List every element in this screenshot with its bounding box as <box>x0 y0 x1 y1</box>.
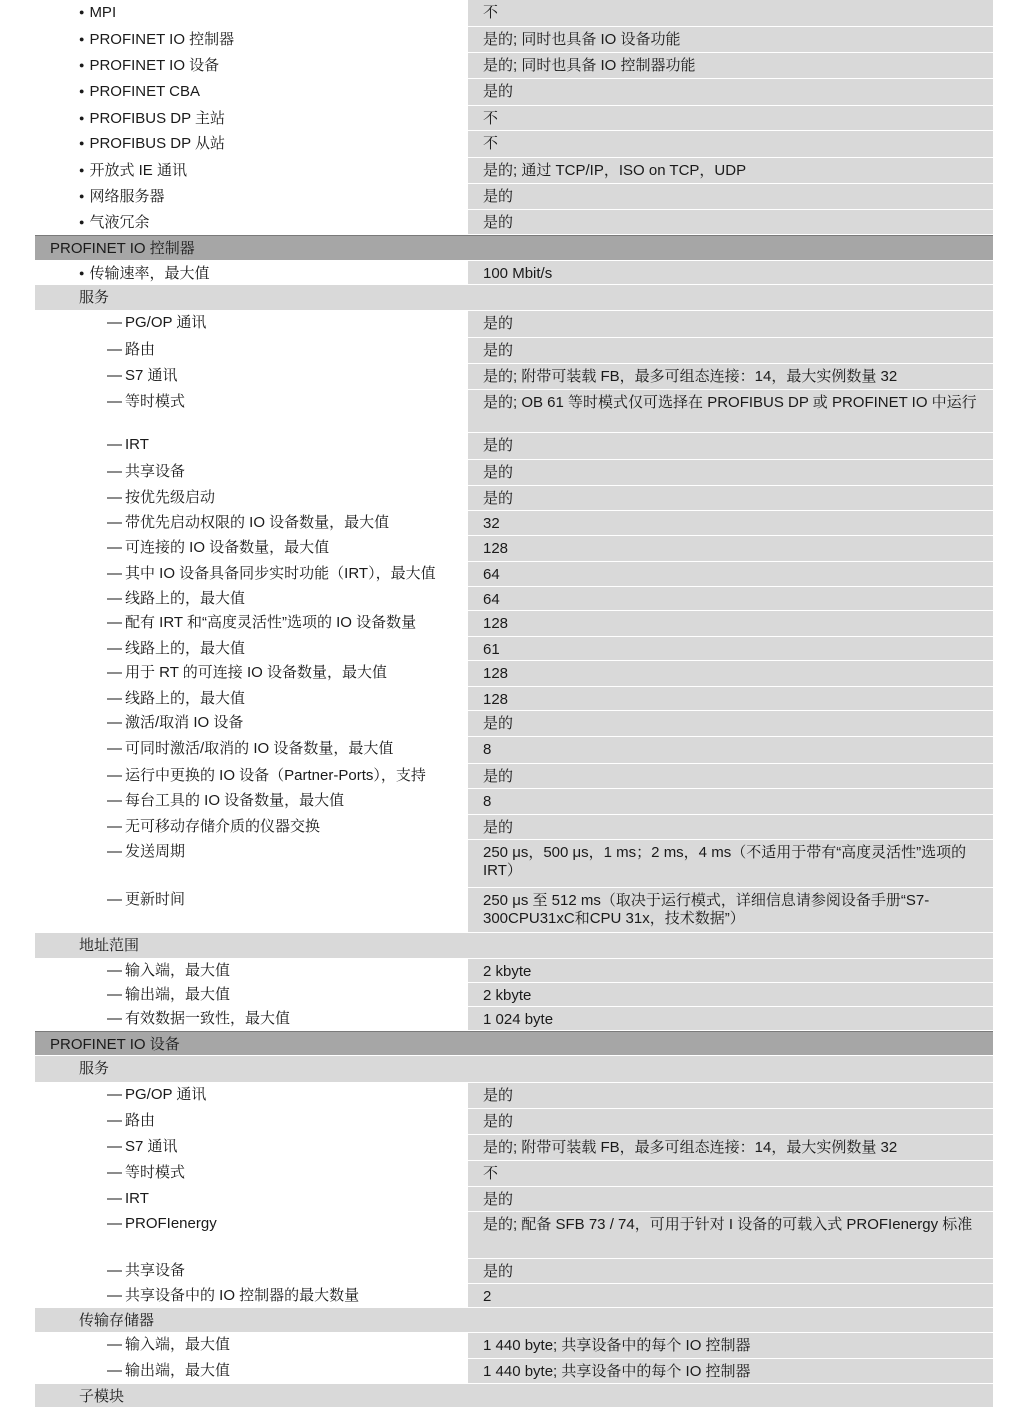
table-row <box>35 210 993 235</box>
row-label-cell <box>35 1007 467 1030</box>
subsection-title: 传输存储器 <box>79 1312 155 1329</box>
row-label-cell <box>35 737 467 763</box>
row-value: 是的 <box>467 460 993 485</box>
table-row <box>35 511 993 536</box>
row-value: 8 <box>467 789 993 814</box>
row-value: 是的 <box>467 1187 993 1211</box>
row-value: 是的; 配备 SFB 73 / 74，可用于针对 I 设备的可载入式 PROFIenergy 标准 <box>467 1212 993 1258</box>
row-value: 是的 <box>467 184 993 209</box>
row-label-cell <box>35 27 467 52</box>
table-row <box>35 390 993 433</box>
row-value: 1 440 byte; 共享设备中的每个 IO 控制器 <box>467 1333 993 1358</box>
table-row <box>35 1259 993 1284</box>
table-row <box>35 27 993 53</box>
table-row <box>35 1333 993 1359</box>
row-label: — 输入端，最大值 <box>107 1336 230 1353</box>
row-label-cell <box>35 983 467 1006</box>
row-label-cell <box>35 1135 467 1160</box>
row-label-cell <box>35 338 467 363</box>
row-label-cell <box>35 1187 467 1211</box>
row-label: — 可连接的 IO 设备数量，最大值 <box>107 539 329 556</box>
row-value: 是的 <box>467 1083 993 1108</box>
row-value: 1 440 byte; 共享设备中的每个 IO 控制器 <box>467 1359 993 1383</box>
row-value: 是的; 附带可装载 FB，最多可组态连接：14，最大实例数量 32 <box>467 1135 993 1160</box>
table-row <box>35 53 993 79</box>
row-label-cell <box>35 53 467 78</box>
row-label: — 带优先启动权限的 IO 设备数量，最大值 <box>107 514 389 531</box>
table-row <box>35 1007 993 1031</box>
row-label: — 配有 IRT 和“高度灵活性”选项的 IO 设备数量 <box>107 614 416 631</box>
table-row <box>35 611 993 637</box>
row-label: — 路由 <box>107 341 155 358</box>
table-row <box>35 1109 993 1135</box>
row-label: — 更新时间 <box>107 891 185 908</box>
row-label: — 等时模式 <box>107 1164 185 1181</box>
table-row <box>35 536 993 562</box>
row-label: — 共享设备 <box>107 463 185 480</box>
row-label-cell <box>35 815 467 839</box>
row-value: 是的 <box>467 486 993 510</box>
table-row <box>35 486 993 511</box>
row-value: 是的; 附带可装载 FB，最多可组态连接：14，最大实例数量 32 <box>467 364 993 389</box>
table-row <box>35 433 993 460</box>
row-value: 是的; 同时也具备 IO 控制器功能 <box>467 53 993 78</box>
section-title: PROFINET IO 设备 <box>50 1036 180 1053</box>
row-label: ● MPI <box>79 4 116 21</box>
row-label-cell <box>35 210 467 234</box>
section-title: PROFINET IO 控制器 <box>50 240 195 257</box>
table-row <box>35 106 993 131</box>
row-label-cell <box>35 0 467 26</box>
table-row <box>35 983 993 1007</box>
row-label: — 等时模式 <box>107 393 185 410</box>
row-label: ● PROFINET IO 控制器 <box>79 31 234 48</box>
row-label: — 发送周期 <box>107 843 185 860</box>
row-value: 是的 <box>467 764 993 788</box>
table-row <box>35 0 993 27</box>
row-label: — 按优先级启动 <box>107 489 215 506</box>
row-value: 64 <box>467 587 993 610</box>
table-row <box>35 1359 993 1384</box>
row-label-cell <box>35 131 467 157</box>
row-label-cell <box>35 1212 467 1258</box>
row-label: — 每台工具的 IO 设备数量，最大值 <box>107 792 344 809</box>
row-label-cell <box>35 433 467 459</box>
row-label-cell <box>35 486 467 510</box>
row-label-cell <box>35 661 467 686</box>
table-row <box>35 1083 993 1109</box>
table-row <box>35 184 993 210</box>
row-label-cell <box>35 1083 467 1108</box>
subsection-header <box>35 1384 993 1408</box>
row-value: 是的; 通过 TCP/IP，ISO on TCP，UDP <box>467 158 993 183</box>
row-value: 是的 <box>467 210 993 234</box>
row-label-cell <box>35 587 467 610</box>
section-header <box>35 1031 993 1056</box>
row-label-cell <box>35 536 467 561</box>
row-label: — S7 通讯 <box>107 1138 178 1155</box>
row-label: — PG/OP 通讯 <box>107 1086 206 1103</box>
row-label: ● 传输速率，最大值 <box>79 265 209 282</box>
row-label-cell <box>35 1109 467 1134</box>
table-row <box>35 587 993 611</box>
table-row <box>35 764 993 789</box>
table-row <box>35 562 993 587</box>
row-value: 64 <box>467 562 993 586</box>
row-value: 是的 <box>467 311 993 337</box>
row-label: — 无可移动存储介质的仪器交换 <box>107 818 320 835</box>
table-row <box>35 1187 993 1212</box>
row-value: 是的 <box>467 1259 993 1283</box>
subsection-title: 地址范围 <box>79 937 140 954</box>
row-label: ● 网络服务器 <box>79 188 164 205</box>
subsection-title: 服务 <box>79 289 110 306</box>
row-value: 不 <box>467 106 993 130</box>
row-value: 是的; OB 61 等时模式仅可选择在 PROFIBUS DP 或 PROFINET IO 中运行 <box>467 390 993 432</box>
table-row <box>35 637 993 661</box>
spec-table <box>35 0 993 1408</box>
row-value: 不 <box>467 0 993 26</box>
row-label-cell <box>35 261 467 284</box>
row-label: ● PROFINET IO 设备 <box>79 57 219 74</box>
row-label-cell <box>35 79 467 105</box>
row-label: — 路由 <box>107 1112 155 1129</box>
row-label-cell <box>35 959 467 982</box>
row-label: — PG/OP 通讯 <box>107 314 206 331</box>
table-row <box>35 959 993 983</box>
row-label: — IRT <box>107 1190 149 1207</box>
subsection-header <box>35 1308 993 1333</box>
row-value: 128 <box>467 611 993 636</box>
row-label-cell <box>35 637 467 660</box>
row-value: 是的; 同时也具备 IO 设备功能 <box>467 27 993 52</box>
row-label: — 输出端，最大值 <box>107 1362 230 1379</box>
row-label: ● 气液冗余 <box>79 214 149 231</box>
row-value: 是的 <box>467 338 993 363</box>
table-row <box>35 460 993 486</box>
row-label: ● PROFINET CBA <box>79 83 200 100</box>
row-value: 250 μs，500 μs，1 ms；2 ms，4 ms（不适用于带有“高度灵活性”选项的 IRT） <box>467 840 993 887</box>
table-row <box>35 815 993 840</box>
row-label-cell <box>35 888 467 932</box>
table-row <box>35 1284 993 1308</box>
row-value: 是的 <box>467 1109 993 1134</box>
table-row <box>35 687 993 711</box>
row-value: 不 <box>467 131 993 157</box>
row-value: 32 <box>467 511 993 535</box>
row-label-cell <box>35 1333 467 1358</box>
row-value: 128 <box>467 687 993 710</box>
row-label-cell <box>35 711 467 736</box>
row-label-cell <box>35 687 467 710</box>
row-label-cell <box>35 764 467 788</box>
row-label-cell <box>35 1284 467 1307</box>
row-label-cell <box>35 1161 467 1186</box>
row-value: 是的 <box>467 711 993 736</box>
row-label-cell <box>35 1259 467 1283</box>
row-label-cell <box>35 158 467 183</box>
table-row <box>35 338 993 364</box>
table-row <box>35 79 993 106</box>
row-label-cell <box>35 390 467 432</box>
row-value: 100 Mbit/s <box>467 261 993 284</box>
table-row <box>35 158 993 184</box>
row-label: — 输出端，最大值 <box>107 986 230 1003</box>
table-row <box>35 1161 993 1187</box>
subsection-header <box>35 1056 993 1083</box>
row-value: 128 <box>467 536 993 561</box>
row-label: — 运行中更换的 IO 设备（Partner-Ports），支持 <box>107 767 426 784</box>
table-row <box>35 1135 993 1161</box>
table-row <box>35 364 993 390</box>
row-label: — PROFIenergy <box>107 1215 217 1232</box>
row-label: — 用于 RT 的可连接 IO 设备数量，最大值 <box>107 664 387 681</box>
row-label: — 激活/取消 IO 设备 <box>107 714 243 731</box>
table-row <box>35 261 993 285</box>
row-label-cell <box>35 789 467 814</box>
row-label: — 共享设备 <box>107 1262 185 1279</box>
row-label: — 输入端，最大值 <box>107 962 230 979</box>
row-label-cell <box>35 364 467 389</box>
table-row <box>35 131 993 158</box>
row-label: ● 开放式 IE 通讯 <box>79 162 187 179</box>
row-value: 是的 <box>467 433 993 459</box>
row-label: — 其中 IO 设备具备同步实时功能（IRT），最大值 <box>107 565 436 582</box>
row-label-cell <box>35 184 467 209</box>
table-row <box>35 1212 993 1259</box>
row-label: ● PROFIBUS DP 主站 <box>79 110 225 127</box>
subsection-title: 子模块 <box>79 1388 125 1405</box>
row-value: 250 μs 至 512 ms（取决于运行模式，详细信息请参阅设备手册“S7-300CPU31xC和CPU 31x，技术数据”） <box>467 888 993 932</box>
subsection-title: 服务 <box>79 1060 110 1077</box>
subsection-header <box>35 285 993 311</box>
row-label-cell <box>35 460 467 485</box>
row-label: — 可同时激活/取消的 IO 设备数量，最大值 <box>107 740 393 757</box>
row-label-cell <box>35 840 467 887</box>
row-value: 128 <box>467 661 993 686</box>
row-label: — S7 通讯 <box>107 367 178 384</box>
section-header <box>35 235 993 261</box>
table-row <box>35 840 993 888</box>
row-label: — 线路上的，最大值 <box>107 590 245 607</box>
row-label-cell <box>35 511 467 535</box>
row-value: 2 kbyte <box>467 983 993 1006</box>
row-value: 2 <box>467 1284 993 1307</box>
row-label: — 共享设备中的 IO 控制器的最大数量 <box>107 1287 359 1304</box>
row-label: — IRT <box>107 436 149 453</box>
table-row <box>35 888 993 933</box>
row-label-cell <box>35 562 467 586</box>
table-row <box>35 737 993 764</box>
table-row <box>35 711 993 737</box>
row-value: 1 024 byte <box>467 1007 993 1030</box>
row-label: ● PROFIBUS DP 从站 <box>79 135 225 152</box>
row-value: 是的 <box>467 815 993 839</box>
row-value: 8 <box>467 737 993 763</box>
row-label-cell <box>35 611 467 636</box>
row-value: 是的 <box>467 79 993 105</box>
row-label-cell <box>35 1359 467 1383</box>
row-value: 不 <box>467 1161 993 1186</box>
row-label-cell <box>35 106 467 130</box>
row-value: 61 <box>467 637 993 660</box>
row-label: — 线路上的，最大值 <box>107 640 245 657</box>
table-row <box>35 789 993 815</box>
subsection-header <box>35 933 993 959</box>
row-label: — 线路上的，最大值 <box>107 690 245 707</box>
table-row <box>35 661 993 687</box>
row-label-cell <box>35 311 467 337</box>
row-label: — 有效数据一致性，最大值 <box>107 1010 290 1027</box>
row-value: 2 kbyte <box>467 959 993 982</box>
table-row <box>35 311 993 338</box>
